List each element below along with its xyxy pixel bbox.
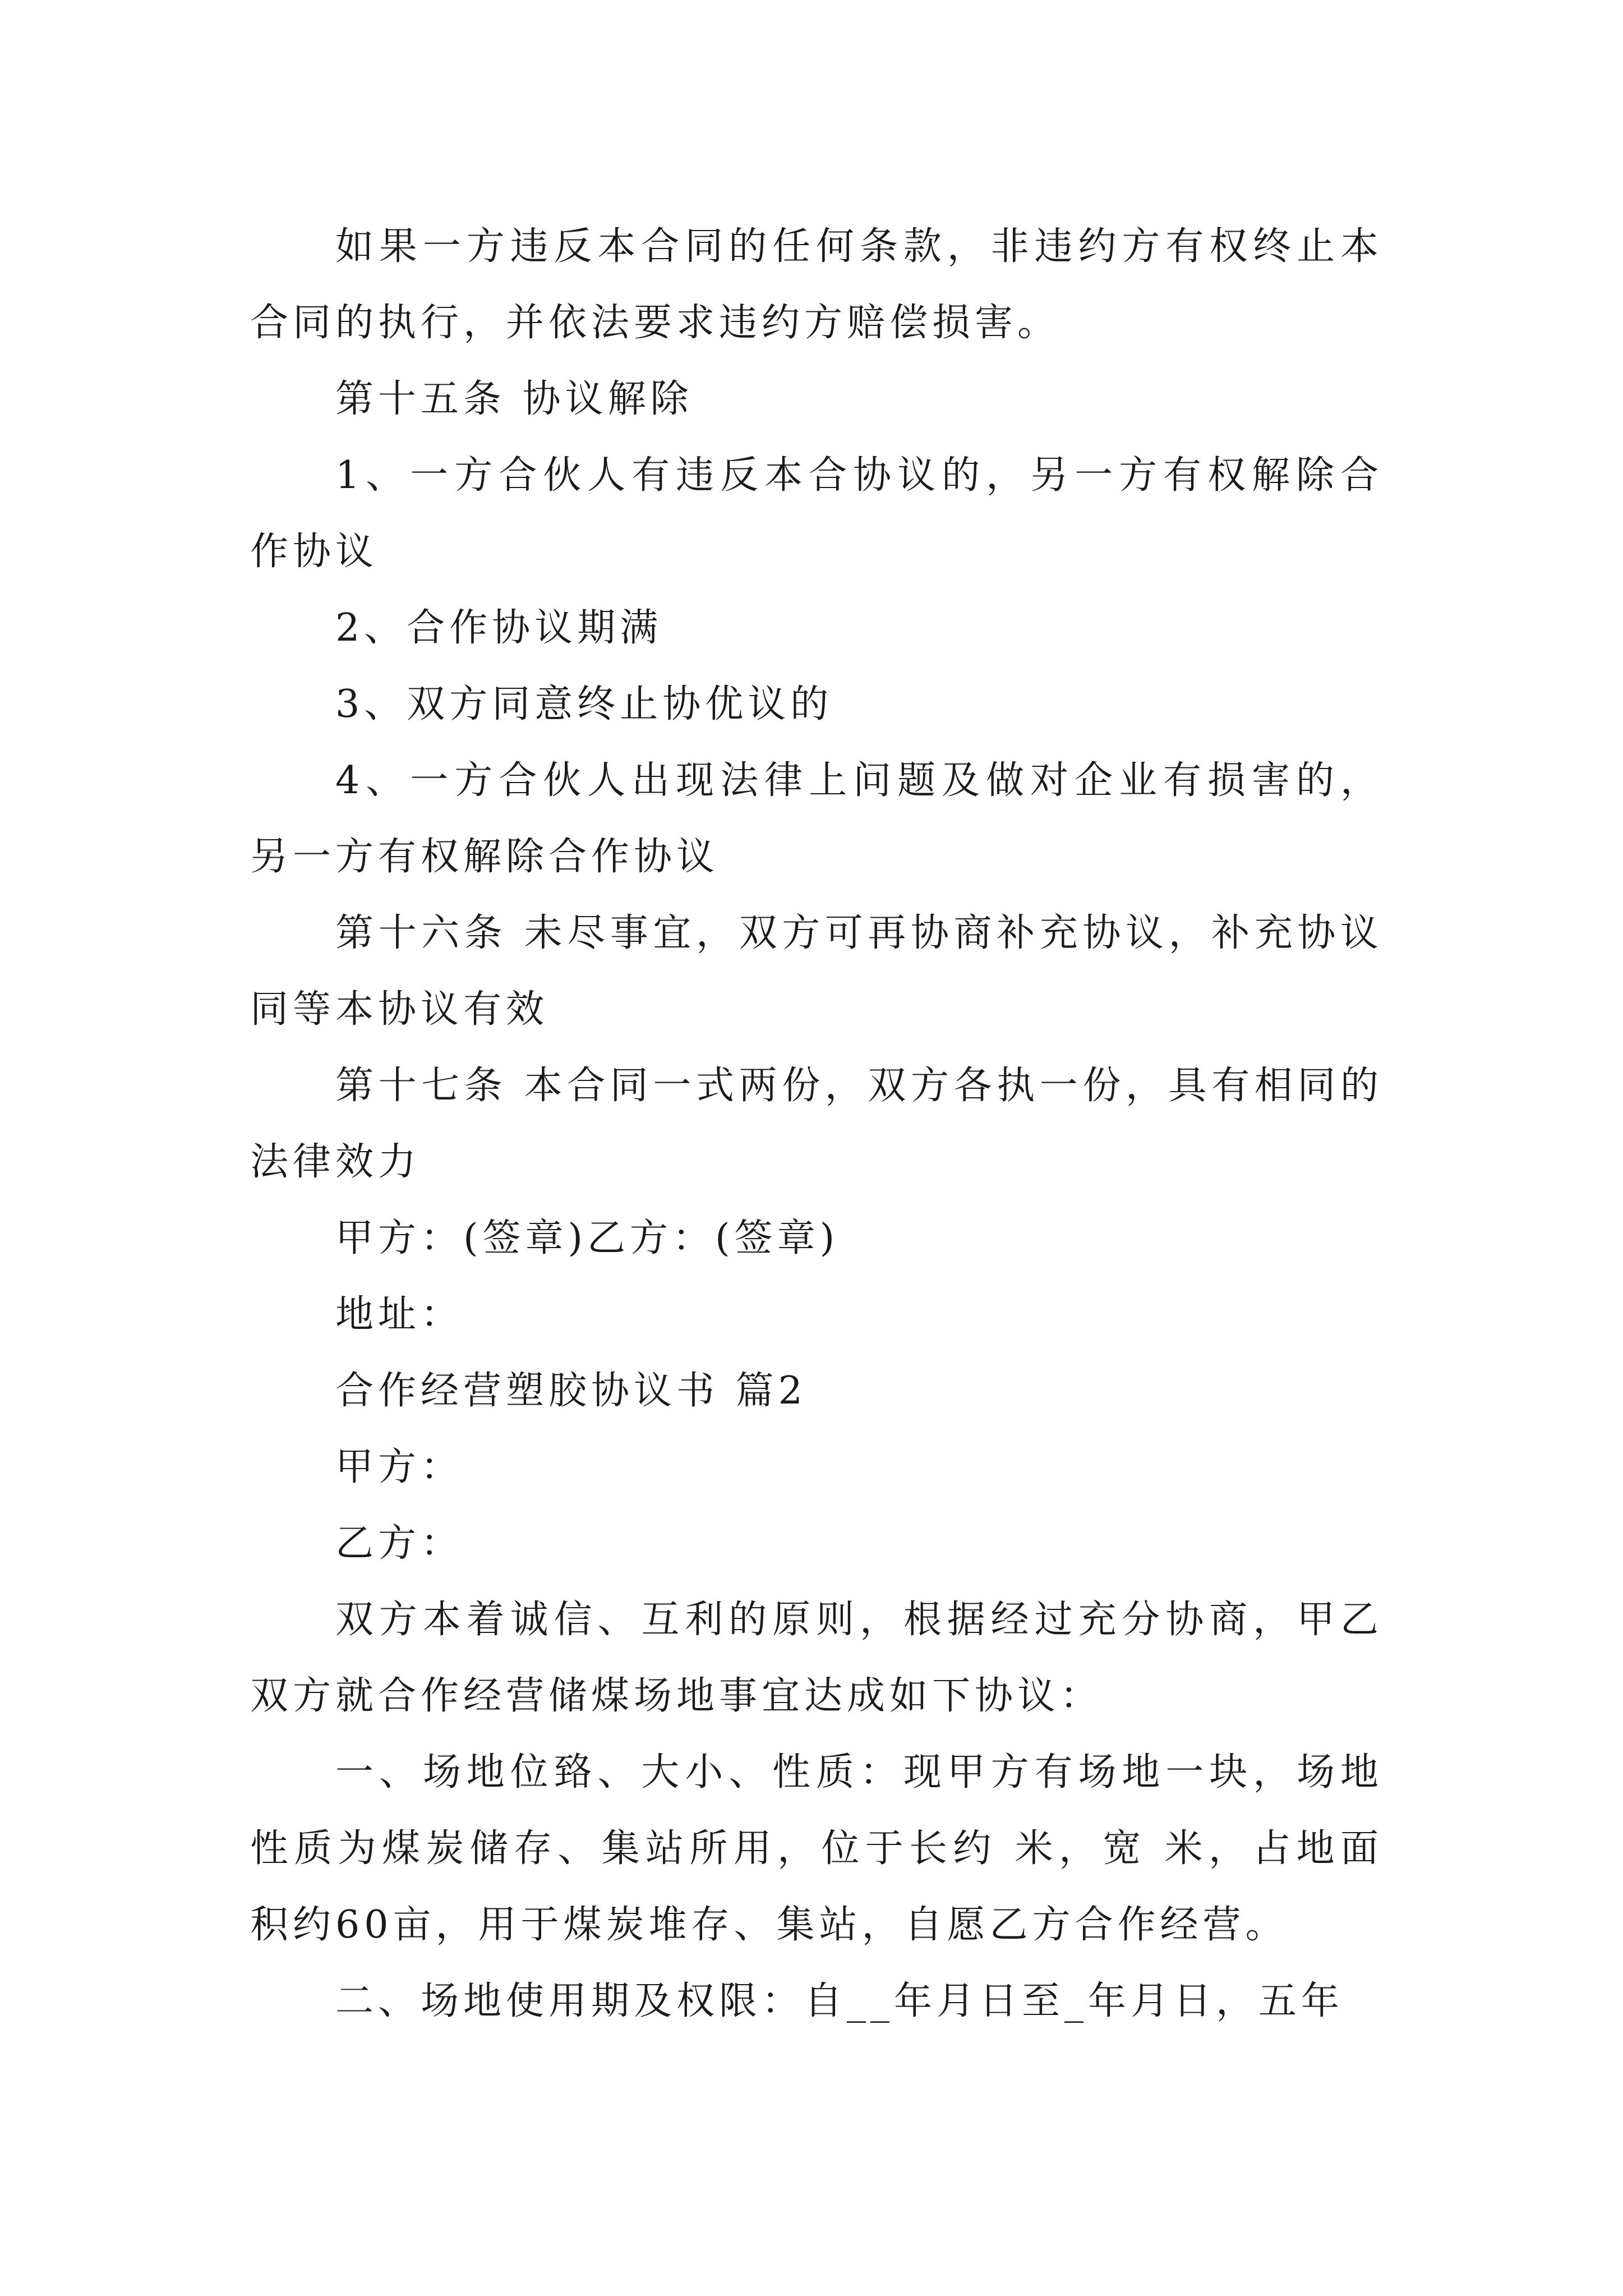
- clause-1-site: 一、场地位臵、大小、性质：现甲方有场地一块，场地性质为煤炭储存、集站所用，位于长约 米，宽 米，占地面积约60亩，用于煤炭堆存、集站，自愿乙方合作经营。: [250, 1750, 1383, 1947]
- termination-item-1: 1、一方合伙人有违反本合协议的，另一方有权解除合作协议: [250, 453, 1383, 574]
- article-16: 第十六条 未尽事宜，双方可再协商补充协议，补充协议同等本协议有效: [250, 911, 1383, 1032]
- party-b-line: 乙方：: [335, 1521, 464, 1566]
- address-line: 地址：: [335, 1292, 464, 1337]
- termination-item-2: 2、合作协议期满: [335, 606, 663, 650]
- section-title-part-2: 合作经营塑胶协议书 篇2: [335, 1369, 807, 1413]
- clause-2-term: 二、场地使用期及权限：自__年月日至_年月日，五年: [335, 1979, 1344, 2023]
- signature-line: 甲方：(签章)乙方：(签章): [335, 1216, 840, 1260]
- termination-item-3: 3、双方同意终止协优议的: [335, 682, 833, 726]
- termination-item-4: 4、一方合伙人出现法律上问题及做对企业有损害的，另一方有权解除合作协议: [250, 758, 1383, 879]
- preamble-paragraph: 双方本着诚信、互利的原则，根据经过充分协商，甲乙双方就合作经营储煤场地事宜达成如下协议：: [250, 1598, 1383, 1718]
- party-a-line: 甲方：: [335, 1445, 464, 1489]
- document-body: [250, 209, 1383, 2040]
- article-17: 第十七条 本合同一式两份，双方各执一份，具有相同的法律效力: [250, 1064, 1383, 1184]
- article-15-heading: 第十五条 协议解除: [335, 377, 693, 421]
- paragraph-breach-termination: 如果一方违反本合同的任何条款，非违约方有权终止本合同的执行，并依法要求违约方赔偿损害。: [250, 224, 1383, 345]
